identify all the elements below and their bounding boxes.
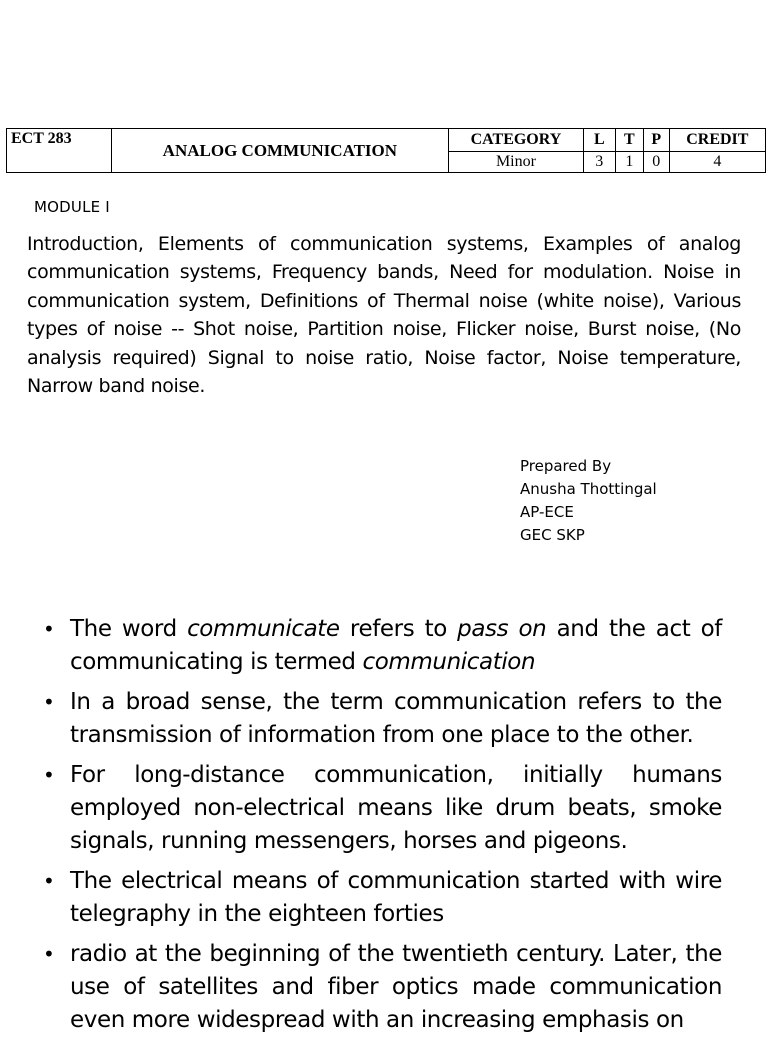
bullet-text: The word (70, 616, 188, 642)
bullet-item (0, 759, 722, 858)
l-value: 3 (583, 152, 615, 173)
bullet-text: and the act of communicating is termed (70, 616, 722, 675)
bullet-italic-text: communicate (187, 616, 340, 642)
bullet-text: The electrical means of communication started with wire telegraphy in the eighteen forties (70, 868, 722, 927)
p-header: P (643, 129, 669, 152)
bullet-text: radio at the beginning of the twentieth century. Later, the use of satellites and fiber optics made communication even more widespread with an increasing emphasis on (70, 941, 722, 1033)
credit-header: CREDIT (669, 129, 765, 152)
course-title: ANALOG COMMUNICATION (111, 129, 449, 173)
bullet-item (0, 686, 722, 752)
bullet-text: In a broad sense, the term communication refers to the transmission of information from one place to the other. (70, 689, 722, 748)
author-designation: AP-ECE (520, 503, 574, 521)
author-name: Anusha Thottingal (520, 480, 657, 498)
t-value: 1 (615, 152, 643, 173)
prepared-by-block (520, 455, 657, 547)
credit-value: 4 (669, 152, 765, 173)
course-code: ECT 283 (7, 129, 112, 173)
category-header: CATEGORY (449, 129, 584, 152)
bullet-dot-icon: • (43, 869, 55, 893)
author-institution: GEC SKP (520, 526, 585, 544)
l-header: L (583, 129, 615, 152)
bullet-dot-icon: • (43, 617, 55, 641)
course-info-table (6, 128, 766, 173)
bullet-item (0, 938, 722, 1037)
bullet-item (0, 865, 722, 931)
bullet-list (0, 613, 722, 1044)
bullet-italic-text: communication (362, 649, 536, 675)
bullet-dot-icon: • (43, 942, 55, 966)
bullet-dot-icon: • (43, 690, 55, 714)
prepared-by-label: Prepared By (520, 457, 612, 475)
bullet-text: For long-distance communication, initially humans employed non-electrical means like drum beats, smoke signals, running messengers, horses and pigeons. (70, 762, 722, 854)
module-description: Introduction, Elements of communication systems, Examples of analog communication systems, Frequency bands, Need for modulation. Noise in communication system, Definitions of Thermal noise (white noise), Various types of noise -- Shot noise, Partition noise, Flicker noise, Burst noise, (No analysis required) Signal to noise ratio, Noise factor, Noise temperature, Narrow band noise. (27, 233, 741, 398)
bullet-item (0, 613, 722, 679)
bullet-dot-icon: • (43, 763, 55, 787)
module-heading: MODULE I (34, 198, 110, 216)
bullet-italic-text: pass on (457, 616, 547, 642)
p-value: 0 (643, 152, 669, 173)
t-header: T (615, 129, 643, 152)
course-header-row (7, 129, 766, 152)
bullet-text: refers to (339, 616, 458, 642)
category-value: Minor (449, 152, 584, 173)
